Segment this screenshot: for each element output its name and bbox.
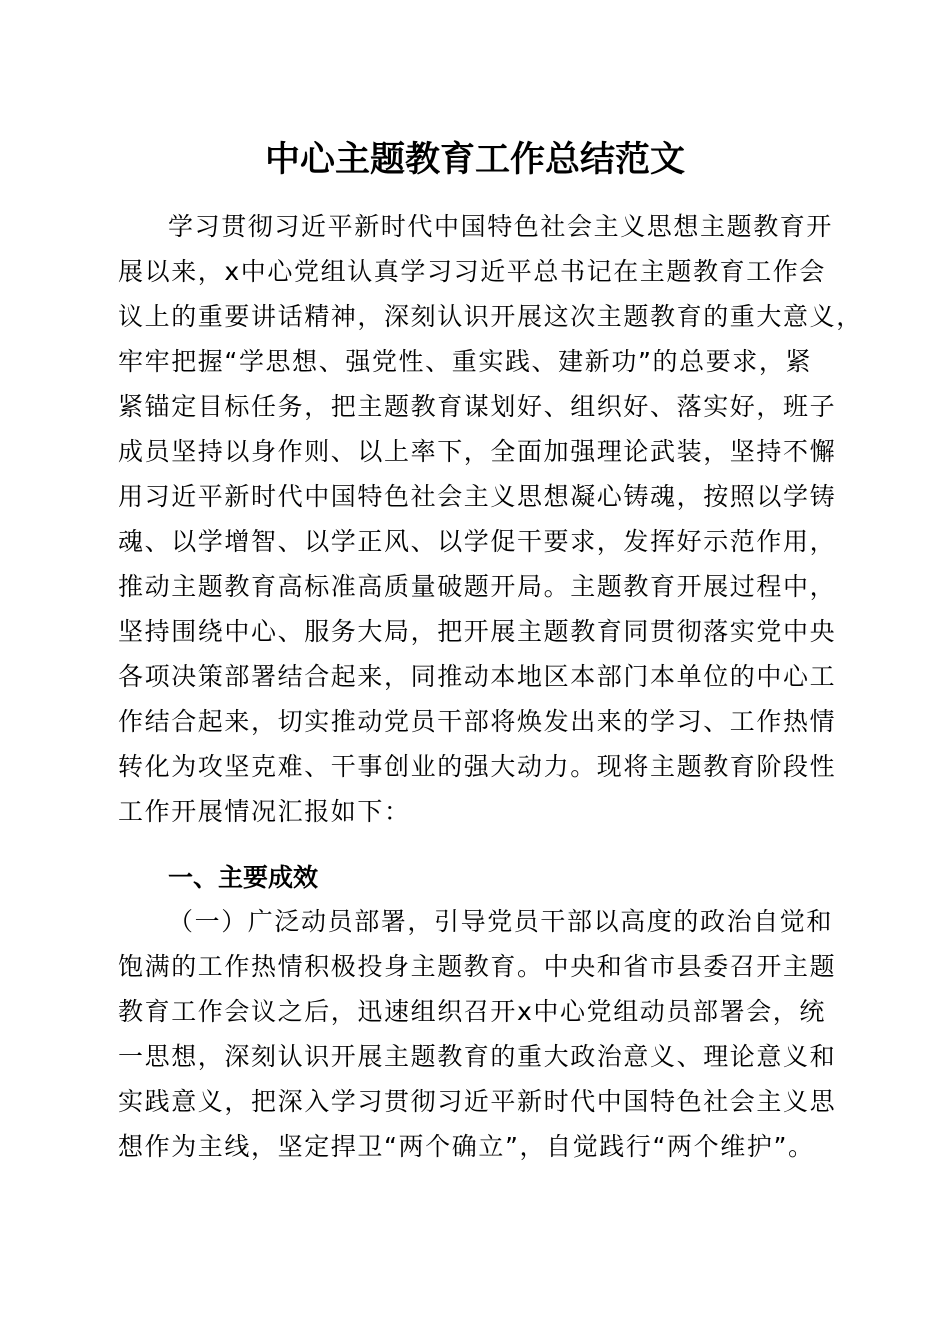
paragraph-line: 一思想，深刻认识开展主题教育的重大政治意义、理论意义和	[118, 1042, 837, 1071]
section-heading: 一、主要成效	[168, 863, 319, 892]
paragraph-line: 魂、以学增智、以学正风、以学促干要求，发挥好示范作用，	[118, 527, 837, 556]
paragraph-line: 教育工作会议之后，迅速组织召开x中心党组动员部署会，统	[118, 997, 826, 1026]
paragraph-line: 坚持围绕中心、服务大局，把开展主题教育同贯彻落实党中央	[118, 617, 837, 646]
paragraph-line: 用习近平新时代中国特色社会主义思想凝心铸魂，按照以学铸	[118, 482, 837, 511]
paragraph-line: 工作开展情况汇报如下：	[118, 797, 411, 826]
paragraph-line: 展以来，x中心党组认真学习习近平总书记在主题教育工作会	[118, 257, 826, 286]
paragraph-line: 牢牢把握“学思想、强党性、重实践、建新功”的总要求，紧	[118, 347, 813, 376]
document-title: 中心主题教育工作总结范文	[264, 139, 685, 180]
paragraph-line: 实践意义，把深入学习贯彻习近平新时代中国特色社会主义思	[118, 1087, 837, 1116]
paragraph-line: 转化为攻坚克难、干事创业的强大动力。现将主题教育阶段性	[118, 752, 837, 781]
paragraph-line: 各项决策部署结合起来，同推动本地区本部门本单位的中心工	[118, 662, 837, 691]
paragraph-line: 饱满的工作热情积极投身主题教育。中央和省市县委召开主题	[118, 952, 837, 981]
paragraph-line: （一）广泛动员部署，引导党员干部以高度的政治自觉和	[168, 907, 834, 936]
paragraph-line: 议上的重要讲话精神，深刻认识开展这次主题教育的重大意义，	[118, 302, 863, 331]
paragraph-line: 推动主题教育高标准高质量破题开局。主题教育开展过程中，	[118, 572, 837, 601]
paragraph-line: 紧锚定目标任务，把主题教育谋划好、组织好、落实好，班子	[118, 392, 837, 421]
paragraph-line: 学习贯彻习近平新时代中国特色社会主义思想主题教育开	[168, 212, 834, 241]
paragraph-line: 成员坚持以身作则、以上率下，全面加强理论武装，坚持不懈	[118, 437, 837, 466]
paragraph-line: 作结合起来，切实推动党员干部将焕发出来的学习、工作热情	[118, 707, 837, 736]
paragraph-line: 想作为主线，坚定捍卫“两个确立”，自觉践行“两个维护”。	[118, 1132, 815, 1161]
